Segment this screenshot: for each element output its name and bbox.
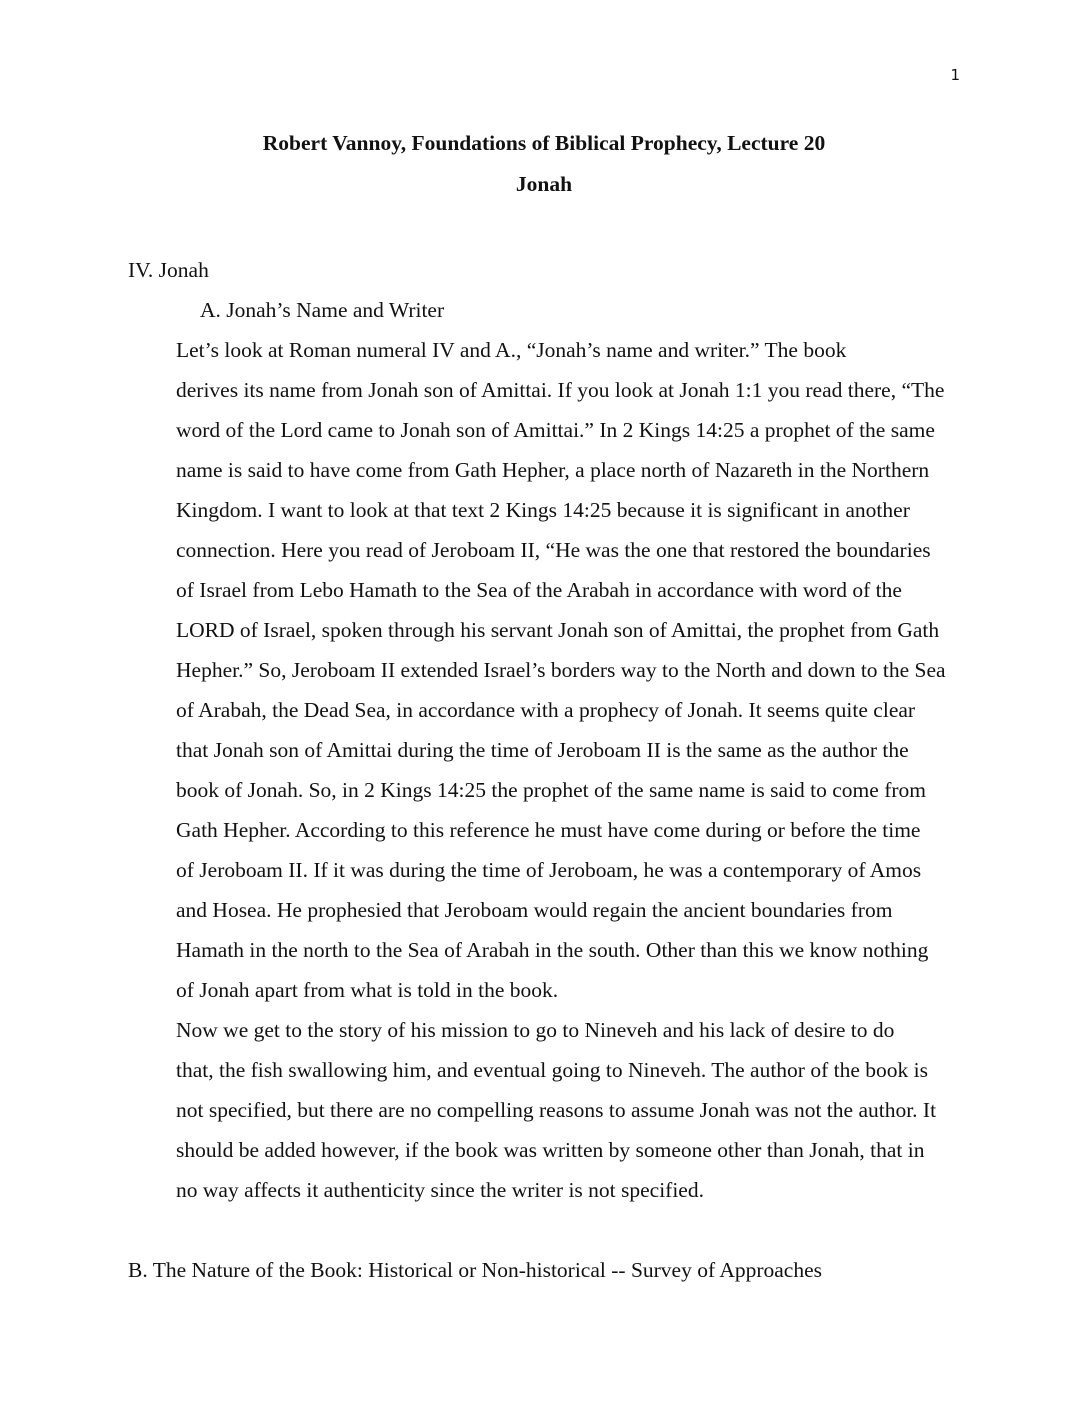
paragraph-line: connection. Here you read of Jeroboam II, “He was the one that restored the boundaries xyxy=(176,538,931,562)
paragraph-line: of Israel from Lebo Hamath to the Sea of the Arabah in accordance with word of the xyxy=(176,578,902,602)
paragraph-mission-to-nineveh xyxy=(128,1010,968,1210)
paragraph-line: of Jonah apart from what is told in the book. xyxy=(176,978,559,1002)
paragraph-name-and-writer xyxy=(128,330,968,1010)
section-heading-iv: IV. Jonah xyxy=(128,258,209,282)
paragraph-line: Let’s look at Roman numeral IV and A., “Jonah’s name and writer.” The book xyxy=(176,338,847,362)
paragraph-line: and Hosea. He prophesied that Jeroboam would regain the ancient boundaries from xyxy=(176,898,893,922)
page-number: 1 xyxy=(950,66,960,84)
paragraph-line: Kingdom. I want to look at that text 2 Kings 14:25 because it is significant in another xyxy=(176,498,910,522)
paragraph-line: of Arabah, the Dead Sea, in accordance with a prophecy of Jonah. It seems quite clear xyxy=(176,698,916,722)
paragraph-line: not specified, but there are no compelling reasons to assume Jonah was not the author. It xyxy=(176,1098,937,1122)
paragraph-line: LORD of Israel, spoken through his servant Jonah son of Amittai, the prophet from Gath xyxy=(176,618,940,642)
paragraph-line: that, the fish swallowing him, and eventual going to Nineveh. The author of the book is xyxy=(176,1058,928,1082)
document-title: Robert Vannoy, Foundations of Biblical Prophecy, Lecture 20 xyxy=(262,131,826,155)
document-subtitle: Jonah xyxy=(515,172,573,196)
paragraph-line: that Jonah son of Amittai during the time of Jeroboam II is the same as the author the xyxy=(176,738,909,762)
document-body xyxy=(128,250,968,1290)
paragraph-line: Hepher.” So, Jeroboam II extended Israel’s borders way to the North and down to the Sea xyxy=(176,658,946,682)
paragraph-line: Hamath in the north to the Sea of Arabah in the south. Other than this we know nothing xyxy=(176,938,929,962)
paragraph-line: book of Jonah. So, in 2 Kings 14:25 the prophet of the same name is said to come from xyxy=(176,778,926,802)
section-heading-b: B. The Nature of the Book: Historical or Non-historical -- Survey of Approaches xyxy=(128,1258,823,1282)
paragraph-line: Gath Hepher. According to this reference he must have come during or before the time xyxy=(176,818,921,842)
subsection-heading-a: A. Jonah’s Name and Writer xyxy=(200,298,445,322)
paragraph-line: word of the Lord came to Jonah son of Amittai.” In 2 Kings 14:25 a prophet of the same xyxy=(176,418,935,442)
paragraph-line: name is said to have come from Gath Hepher, a place north of Nazareth in the Northern xyxy=(176,458,930,482)
paragraph-line: no way affects it authenticity since the writer is not specified. xyxy=(176,1178,704,1202)
document-title-block xyxy=(0,128,1088,200)
paragraph-line: Now we get to the story of his mission to go to Nineveh and his lack of desire to do xyxy=(176,1018,895,1042)
paragraph-line: should be added however, if the book was written by someone other than Jonah, that in xyxy=(176,1138,925,1162)
paragraph-line: derives its name from Jonah son of Amittai. If you look at Jonah 1:1 you read there, “The xyxy=(176,378,945,402)
paragraph-line: of Jeroboam II. If it was during the time of Jeroboam, he was a contemporary of Amos xyxy=(176,858,922,882)
